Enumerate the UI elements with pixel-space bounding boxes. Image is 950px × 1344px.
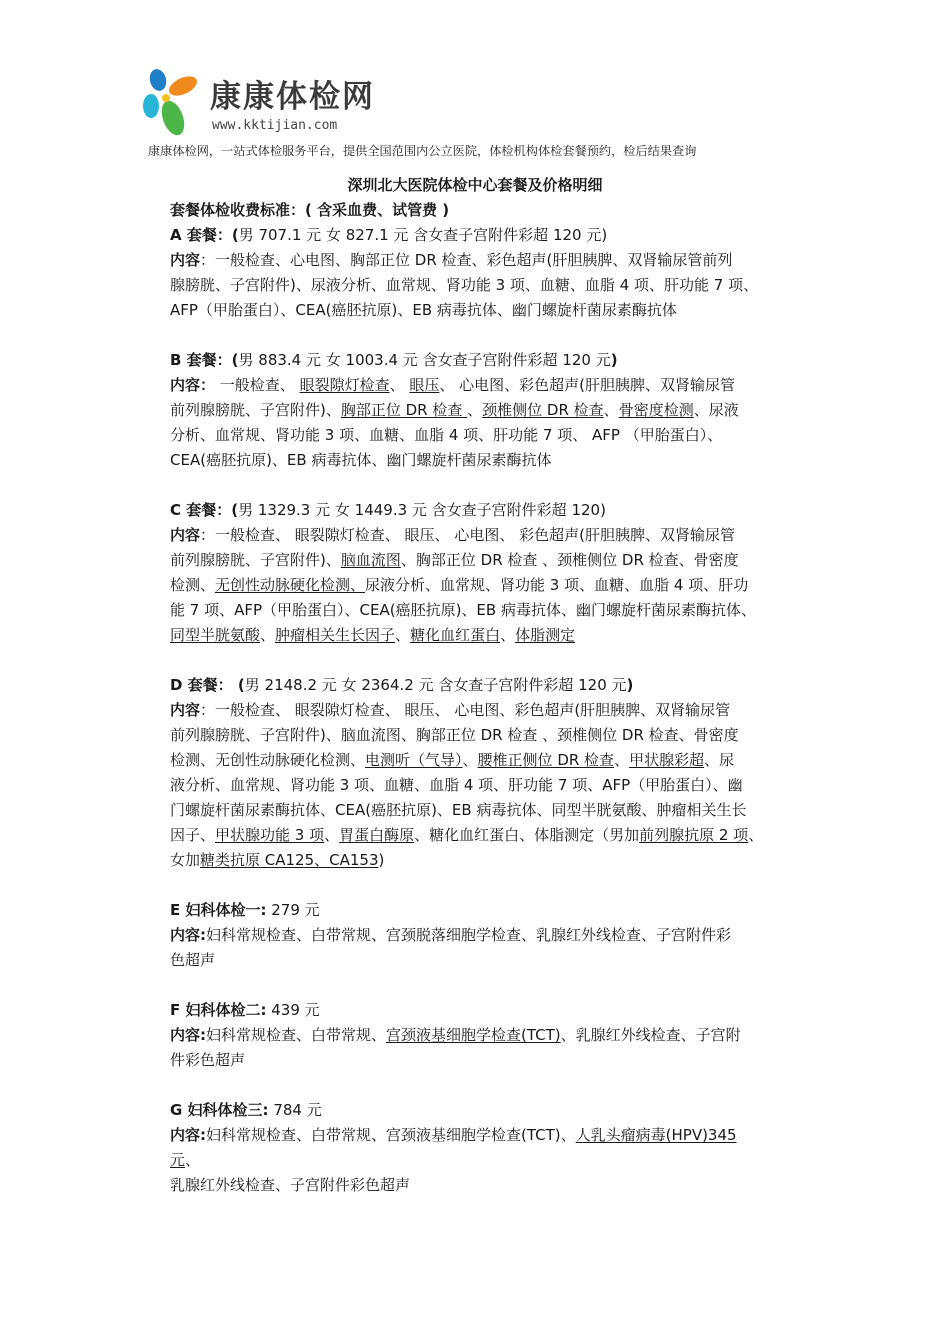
- package-block: [170, 348, 812, 473]
- text-segment: 、: [467, 401, 483, 419]
- text-segment: 男 883.4 元 女 1003.4 元 含女查子宫附件彩超 120 元: [238, 351, 611, 369]
- bold-label: 内容:: [170, 926, 206, 944]
- package-content-line: [170, 1048, 812, 1073]
- section-spacer: [170, 873, 812, 898]
- text-segment: ：一般检查、 眼裂隙灯检查、 眼压、 心电图、 彩色超声(肝胆胰脾、双肾输尿管: [200, 526, 735, 544]
- bold-label: 内容:: [170, 1126, 206, 1144]
- package-heading: [170, 1098, 812, 1123]
- text-segment: 、: [500, 626, 516, 644]
- package-heading: [170, 673, 812, 698]
- bold-label: 内容: [170, 251, 201, 269]
- section-spacer: [170, 1073, 812, 1098]
- package-content-line: [170, 748, 812, 773]
- text-segment: 前列腺膀胱、子宫附件)、脑血流图、胸部正位 DR 检查 、颈椎侧位 DR 检查、骨密度: [170, 726, 739, 744]
- package-heading: [170, 223, 812, 248]
- text-segment: 、: [462, 751, 478, 769]
- brand-url[interactable]: www.kktijian.com: [212, 118, 338, 133]
- package-content-line: [170, 848, 812, 873]
- package-block: [170, 898, 812, 973]
- text-segment: 279 元: [266, 901, 320, 919]
- text-segment: 腺膀胱、子宫附件)、尿液分析、血常规、肾功能 3 项、血糖、血脂 4 项、肝功能 7 项、: [170, 276, 759, 294]
- document-body: [170, 198, 812, 1198]
- package-content-line: [170, 398, 812, 423]
- bold-label: F 妇科体检二:: [170, 1001, 267, 1019]
- package-content-line: [170, 923, 812, 948]
- package-content-line: [170, 698, 812, 723]
- package-content-line: [170, 548, 812, 573]
- package-content-line: [170, 823, 812, 848]
- text-segment: 因子、: [170, 826, 216, 844]
- underlined-item: 眼压: [409, 376, 440, 394]
- underlined-item: 脑血流图: [340, 551, 401, 569]
- package-content-line: [170, 523, 812, 548]
- underlined-item: 腰椎正侧位 DR 检查: [477, 751, 615, 769]
- package-content-line: [170, 773, 812, 798]
- text-segment: 液分析、血常规、肾功能 3 项、血糖、血脂 4 项、肝功能 7 项、AFP（甲胎蛋白）、幽: [170, 776, 743, 794]
- package-block: [170, 998, 812, 1073]
- bold-label: 内容: [170, 526, 201, 544]
- underlined-item: 眼裂隙灯检查: [299, 376, 390, 394]
- bold-label: B 套餐：(: [170, 351, 239, 369]
- bold-label: C 套餐：(: [170, 501, 239, 519]
- text-segment: 、胸部正位 DR 检查 、颈椎侧位 DR 检查、骨密度: [400, 551, 739, 569]
- package-content-line: [170, 723, 812, 748]
- package-list: [170, 223, 812, 1198]
- underlined-item: 同型半胱氨酸: [170, 626, 261, 644]
- bold-label: ): [626, 676, 634, 694]
- underlined-item: 肿瘤相关生长因子: [275, 626, 396, 644]
- package-heading: [170, 898, 812, 923]
- bold-label: 内容:: [170, 1026, 206, 1044]
- text-segment: 、: [185, 1151, 201, 1169]
- text-segment: 分析、血常规、肾功能 3 项、血糖、血脂 4 项、肝功能 7 项、 AFP （甲胎蛋白）、: [170, 426, 723, 444]
- bold-label: E 妇科体检一:: [170, 901, 267, 919]
- text-segment: 检测、无创性动脉硬化检测、: [170, 751, 366, 769]
- text-segment: 前列腺膀胱、子宫附件)、: [170, 401, 341, 419]
- text-segment: 检测、: [170, 576, 216, 594]
- site-tagline: 康康体检网，一站式体检服务平台，提供全国范围内公立医院，体检机构体检套餐预约，检后结果查询: [148, 144, 697, 158]
- underlined-item: 糖类抗原 CA125、CA153: [200, 851, 379, 869]
- underlined-item: 甲状腺功能 3 项: [215, 826, 325, 844]
- text-segment: 一般检查、: [215, 376, 300, 394]
- underlined-item: 前列腺抗原 2 项: [639, 826, 749, 844]
- text-segment: 女加: [170, 851, 201, 869]
- text-segment: 色超声: [170, 951, 216, 969]
- text-segment: 、: [389, 376, 410, 394]
- package-content-line: [170, 1173, 812, 1198]
- underlined-item: 元: [170, 1151, 186, 1169]
- section-spacer: [170, 973, 812, 998]
- text-segment: 784 元: [268, 1101, 322, 1119]
- text-segment: 妇科常规检查、白带常规、宫颈液基细胞学检查(TCT)、: [206, 1126, 576, 1144]
- package-content-line: [170, 573, 812, 598]
- underlined-item: 颈椎侧位 DR 检查: [482, 401, 604, 419]
- package-content-line: [170, 623, 812, 648]
- underlined-item: 胸部正位 DR 检查: [340, 401, 468, 419]
- text-segment: AFP（甲胎蛋白）、CEA(癌胚抗原)、EB 病毒抗体、幽门螺旋杆菌尿素酶抗体: [170, 301, 677, 319]
- package-heading: [170, 348, 812, 373]
- text-segment: 、尿液: [693, 401, 739, 419]
- text-segment: 、糖化血红蛋白、体脂测定（男加: [414, 826, 640, 844]
- text-segment: 、: [748, 826, 764, 844]
- package-content-line: [170, 273, 812, 298]
- text-segment: 、: [260, 626, 276, 644]
- package-heading: [170, 998, 812, 1023]
- text-segment: 、: [614, 751, 630, 769]
- package-content-line: [170, 948, 812, 973]
- package-block: [170, 498, 812, 648]
- package-content-line: [170, 423, 812, 448]
- section-spacer: [170, 323, 812, 348]
- underlined-item: 胃蛋白酶原: [339, 826, 415, 844]
- package-content-line: [170, 598, 812, 623]
- package-block: [170, 1098, 812, 1198]
- package-content-line: [170, 298, 812, 323]
- text-segment: CEA(癌胚抗原)、EB 病毒抗体、幽门螺旋杆菌尿素酶抗体: [170, 451, 552, 469]
- package-heading: [170, 498, 812, 523]
- text-segment: 、尿: [704, 751, 735, 769]
- package-content-line: [170, 448, 812, 473]
- underlined-item: 人乳头瘤病毒(HPV)345: [575, 1126, 737, 1144]
- text-segment: 妇科常规检查、白带常规、: [206, 1026, 387, 1044]
- package-content-line: [170, 1123, 812, 1148]
- text-segment: 男 2148.2 元 女 2364.2 元 含女查子宫附件彩超 120 元: [244, 676, 627, 694]
- text-segment: 、 心电图、彩色超声(肝胆胰脾、双肾输尿管: [439, 376, 735, 394]
- section-spacer: [170, 648, 812, 673]
- bold-label: ): [610, 351, 618, 369]
- text-segment: 、: [603, 401, 619, 419]
- package-block: [170, 223, 812, 323]
- text-segment: 、乳腺红外线检查、子宫附: [560, 1026, 741, 1044]
- underlined-item: 糖化血红蛋白: [410, 626, 501, 644]
- package-content-line: [170, 1148, 812, 1173]
- text-segment: 男 1329.3 元 女 1449.3 元 含女查子宫附件彩超 120): [238, 501, 606, 519]
- package-content-line: [170, 373, 812, 398]
- underlined-item: 甲状腺彩超: [629, 751, 705, 769]
- underlined-item: 骨密度检测: [618, 401, 694, 419]
- text-segment: 能 7 项、AFP（甲胎蛋白）、CEA(癌胚抗原)、EB 病毒抗体、幽门螺旋杆菌尿素酶抗体、: [170, 601, 756, 619]
- brand-name: 康康体检网: [210, 79, 375, 115]
- underlined-item: 电测听（气导）: [365, 751, 463, 769]
- bold-label: A 套餐：(: [170, 226, 239, 244]
- bold-label: G 妇科体检三:: [170, 1101, 269, 1119]
- document-title: 深圳北大医院体检中心套餐及价格明细: [347, 176, 603, 194]
- text-segment: 前列腺膀胱、子宫附件)、: [170, 551, 341, 569]
- text-segment: 男 707.1 元 女 827.1 元 含女查子宫附件彩超 120 元): [238, 226, 608, 244]
- text-segment: 妇科常规检查、白带常规、宫颈脱落细胞学检查、乳腺红外线检查、子宫附件彩: [206, 926, 732, 944]
- text-segment: 439 元: [266, 1001, 320, 1019]
- underlined-item: 宫颈液基细胞学检查(TCT): [386, 1026, 561, 1044]
- package-block: [170, 673, 812, 873]
- bold-label: D 套餐： (: [170, 676, 245, 694]
- package-content-line: [170, 798, 812, 823]
- text-segment: 、: [395, 626, 411, 644]
- underlined-item: 体脂测定: [515, 626, 576, 644]
- bold-label: 内容: [170, 701, 201, 719]
- text-segment: ): [378, 851, 385, 869]
- text-segment: 件彩色超声: [170, 1051, 246, 1069]
- fee-standard: 套餐体检收费标准：( 含采血费、试管费 ): [170, 201, 450, 219]
- logo-flower-icon: [140, 68, 200, 142]
- underlined-item: 无创性动脉硬化检测、: [215, 576, 366, 594]
- text-segment: 乳腺红外线检查、子宫附件彩色超声: [170, 1176, 411, 1194]
- text-segment: ：一般检查、心电图、胸部正位 DR 检查、彩色超声(肝胆胰脾、双肾输尿管前列: [200, 251, 733, 269]
- text-segment: 门螺旋杆菌尿素酶抗体、CEA(癌胚抗原)、EB 病毒抗体、同型半胱氨酸、肿瘤相关生长: [170, 801, 747, 819]
- package-content-line: [170, 1023, 812, 1048]
- text-segment: 、: [324, 826, 340, 844]
- bold-label: 内容：: [170, 376, 216, 394]
- text-segment: 尿液分析、血常规、肾功能 3 项、血糖、血脂 4 项、肝功: [365, 576, 749, 594]
- text-segment: ：一般检查、 眼裂隙灯检查、 眼压、 心电图、彩色超声(肝胆胰脾、双肾输尿管: [200, 701, 731, 719]
- section-spacer: [170, 473, 812, 498]
- package-content-line: [170, 248, 812, 273]
